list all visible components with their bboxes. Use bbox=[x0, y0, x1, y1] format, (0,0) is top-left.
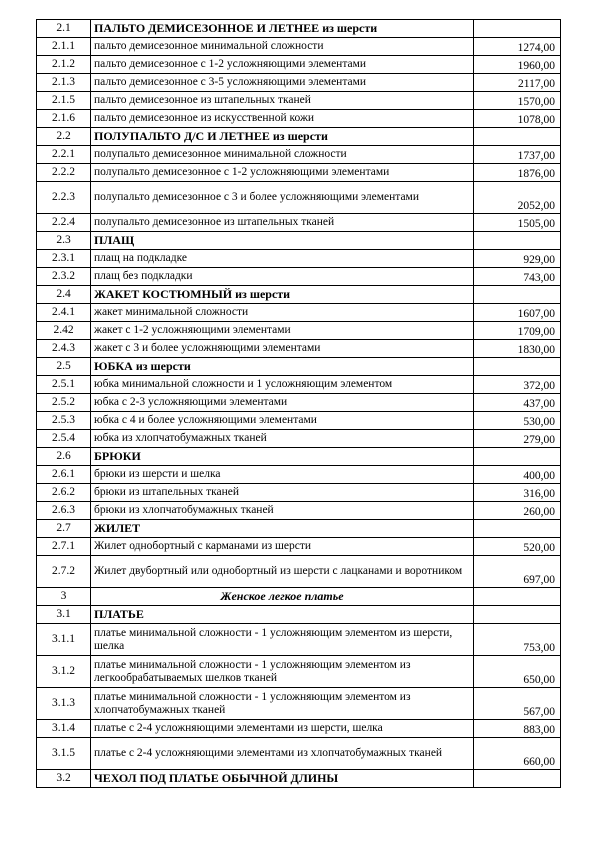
row-code: 2.1.2 bbox=[37, 56, 91, 74]
table-row bbox=[37, 556, 561, 588]
row-code: 2.42 bbox=[37, 322, 91, 340]
section-header-row bbox=[37, 128, 561, 146]
row-code: 2.1.6 bbox=[37, 110, 91, 128]
table-row bbox=[37, 164, 561, 182]
table-row bbox=[37, 430, 561, 448]
row-price bbox=[474, 448, 561, 466]
row-price: 929,00 bbox=[474, 250, 561, 268]
row-name: Женское легкое платье bbox=[91, 588, 474, 606]
row-code: 2.1.5 bbox=[37, 92, 91, 110]
row-code: 2.7.2 bbox=[37, 556, 91, 588]
table-row bbox=[37, 340, 561, 358]
row-code: 2.5.1 bbox=[37, 376, 91, 394]
row-code: 2.2.1 bbox=[37, 146, 91, 164]
row-price bbox=[474, 606, 561, 624]
row-name: брюки из хлопчатобумажных тканей bbox=[91, 502, 474, 520]
row-code: 2.2.2 bbox=[37, 164, 91, 182]
row-price: 2052,00 bbox=[474, 182, 561, 214]
row-price: 1737,00 bbox=[474, 146, 561, 164]
row-name: ЮБКА из шерсти bbox=[91, 358, 474, 376]
row-name: юбка из хлопчатобумажных тканей bbox=[91, 430, 474, 448]
section-header-row bbox=[37, 770, 561, 788]
row-code: 3.2 bbox=[37, 770, 91, 788]
table-row bbox=[37, 268, 561, 286]
row-code: 2.4 bbox=[37, 286, 91, 304]
table-row bbox=[37, 484, 561, 502]
row-name: ПЛАЩ bbox=[91, 232, 474, 250]
section-header-row bbox=[37, 20, 561, 38]
row-price: 260,00 bbox=[474, 502, 561, 520]
row-code: 2.3 bbox=[37, 232, 91, 250]
row-price: 1876,00 bbox=[474, 164, 561, 182]
row-price: 400,00 bbox=[474, 466, 561, 484]
row-name: ЖИЛЕТ bbox=[91, 520, 474, 538]
row-code: 2.4.1 bbox=[37, 304, 91, 322]
row-name: ПАЛЬТО ДЕМИСЕЗОННОЕ И ЛЕТНЕЕ из шерсти bbox=[91, 20, 474, 38]
table-row bbox=[37, 394, 561, 412]
row-code: 2.7 bbox=[37, 520, 91, 538]
row-price bbox=[474, 588, 561, 606]
table-row bbox=[37, 656, 561, 688]
row-price: 1709,00 bbox=[474, 322, 561, 340]
row-name: плащ на подкладке bbox=[91, 250, 474, 268]
table-row bbox=[37, 738, 561, 770]
row-price bbox=[474, 770, 561, 788]
row-name: Жилет двубортный или однобортный из шерсти с лацканами и воротником bbox=[91, 556, 474, 588]
table-row bbox=[37, 688, 561, 720]
row-code: 3.1.5 bbox=[37, 738, 91, 770]
row-name: юбка с 2-3 усложняющими элементами bbox=[91, 394, 474, 412]
row-name: жакет с 1-2 усложняющими элементами bbox=[91, 322, 474, 340]
row-name: жакет минимальной сложности bbox=[91, 304, 474, 322]
row-price: 697,00 bbox=[474, 556, 561, 588]
row-name: полупальто демисезонное с 1-2 усложняющими элементами bbox=[91, 164, 474, 182]
section-header-row bbox=[37, 606, 561, 624]
price-table-body bbox=[37, 20, 561, 788]
table-row bbox=[37, 538, 561, 556]
table-row bbox=[37, 322, 561, 340]
section-header-row bbox=[37, 358, 561, 376]
row-price: 650,00 bbox=[474, 656, 561, 688]
row-name: платье с 2-4 усложняющими элементами из хлопчатобумажных тканей bbox=[91, 738, 474, 770]
row-price: 753,00 bbox=[474, 624, 561, 656]
section-header-row bbox=[37, 520, 561, 538]
table-row bbox=[37, 624, 561, 656]
section-header-row bbox=[37, 286, 561, 304]
row-code: 2.6 bbox=[37, 448, 91, 466]
row-name: ЧЕХОЛ ПОД ПЛАТЬЕ ОБЫЧНОЙ ДЛИНЫ bbox=[91, 770, 474, 788]
row-name: пальто демисезонное из искусственной кожи bbox=[91, 110, 474, 128]
row-price: 743,00 bbox=[474, 268, 561, 286]
row-code: 2.6.2 bbox=[37, 484, 91, 502]
table-row bbox=[37, 74, 561, 92]
row-name: платье минимальной сложности - 1 усложняющим элементом из шерсти, шелка bbox=[91, 624, 474, 656]
table-row bbox=[37, 376, 561, 394]
row-name: брюки из шерсти и шелка bbox=[91, 466, 474, 484]
row-code: 2.5.2 bbox=[37, 394, 91, 412]
table-row bbox=[37, 502, 561, 520]
section-header-row bbox=[37, 232, 561, 250]
row-name: платье минимальной сложности - 1 усложняющим элементом из легкообрабатываемых шелков тканей bbox=[91, 656, 474, 688]
row-name: полупальто демисезонное минимальной сложности bbox=[91, 146, 474, 164]
table-row bbox=[37, 38, 561, 56]
table-row bbox=[37, 110, 561, 128]
row-name: ПЛАТЬЕ bbox=[91, 606, 474, 624]
row-price: 883,00 bbox=[474, 720, 561, 738]
row-code: 2.7.1 bbox=[37, 538, 91, 556]
row-name: брюки из штапельных тканей bbox=[91, 484, 474, 502]
row-code: 2.2.4 bbox=[37, 214, 91, 232]
row-price: 437,00 bbox=[474, 394, 561, 412]
row-code: 2.1.3 bbox=[37, 74, 91, 92]
row-name: ЖАКЕТ КОСТЮМНЫЙ из шерсти bbox=[91, 286, 474, 304]
row-price bbox=[474, 128, 561, 146]
row-code: 2.4.3 bbox=[37, 340, 91, 358]
row-name: жакет с 3 и более усложняющими элементами bbox=[91, 340, 474, 358]
row-name: платье с 2-4 усложняющими элементами из шерсти, шелка bbox=[91, 720, 474, 738]
table-row bbox=[37, 56, 561, 74]
table-row bbox=[37, 466, 561, 484]
row-code: 3.1.2 bbox=[37, 656, 91, 688]
row-price: 316,00 bbox=[474, 484, 561, 502]
row-price: 1505,00 bbox=[474, 214, 561, 232]
table-row bbox=[37, 182, 561, 214]
row-name: пальто демисезонное минимальной сложности bbox=[91, 38, 474, 56]
row-code: 2.5.3 bbox=[37, 412, 91, 430]
row-price: 279,00 bbox=[474, 430, 561, 448]
row-code: 2.6.1 bbox=[37, 466, 91, 484]
row-code: 2.2 bbox=[37, 128, 91, 146]
row-price: 1078,00 bbox=[474, 110, 561, 128]
row-price bbox=[474, 520, 561, 538]
row-price: 1607,00 bbox=[474, 304, 561, 322]
row-name: юбка с 4 и более усложняющими элементами bbox=[91, 412, 474, 430]
row-code: 2.3.1 bbox=[37, 250, 91, 268]
row-code: 3.1.3 bbox=[37, 688, 91, 720]
row-price: 1570,00 bbox=[474, 92, 561, 110]
row-price: 1960,00 bbox=[474, 56, 561, 74]
row-price: 372,00 bbox=[474, 376, 561, 394]
row-name: ПОЛУПАЛЬТО Д/С И ЛЕТНЕЕ из шерсти bbox=[91, 128, 474, 146]
row-name: пальто демисезонное с 3-5 усложняющими элементами bbox=[91, 74, 474, 92]
section-header-row bbox=[37, 588, 561, 606]
row-name: юбка минимальной сложности и 1 усложняющим элементом bbox=[91, 376, 474, 394]
row-code: 3.1.1 bbox=[37, 624, 91, 656]
row-name: Жилет однобортный с карманами из шерсти bbox=[91, 538, 474, 556]
row-name: платье минимальной сложности - 1 усложняющим элементом из хлопчатобумажных тканей bbox=[91, 688, 474, 720]
row-price: 520,00 bbox=[474, 538, 561, 556]
row-price: 1274,00 bbox=[474, 38, 561, 56]
row-name: БРЮКИ bbox=[91, 448, 474, 466]
row-code: 2.5 bbox=[37, 358, 91, 376]
table-row bbox=[37, 250, 561, 268]
table-row bbox=[37, 146, 561, 164]
row-price bbox=[474, 358, 561, 376]
row-price bbox=[474, 232, 561, 250]
row-code: 2.5.4 bbox=[37, 430, 91, 448]
row-code: 3 bbox=[37, 588, 91, 606]
table-row bbox=[37, 92, 561, 110]
row-price: 660,00 bbox=[474, 738, 561, 770]
row-name: пальто демисезонное с 1-2 усложняющими элементами bbox=[91, 56, 474, 74]
section-header-row bbox=[37, 448, 561, 466]
row-code: 2.6.3 bbox=[37, 502, 91, 520]
row-price: 1830,00 bbox=[474, 340, 561, 358]
row-name: полупальто демисезонное с 3 и более усложняющими элементами bbox=[91, 182, 474, 214]
row-price: 2117,00 bbox=[474, 74, 561, 92]
table-row bbox=[37, 720, 561, 738]
row-code: 2.1 bbox=[37, 20, 91, 38]
row-code: 2.2.3 bbox=[37, 182, 91, 214]
row-name: плащ без подкладки bbox=[91, 268, 474, 286]
table-row bbox=[37, 412, 561, 430]
table-row bbox=[37, 304, 561, 322]
row-name: полупальто демисезонное из штапельных тканей bbox=[91, 214, 474, 232]
row-code: 3.1.4 bbox=[37, 720, 91, 738]
row-price: 567,00 bbox=[474, 688, 561, 720]
price-table bbox=[36, 19, 561, 788]
row-name: пальто демисезонное из штапельных тканей bbox=[91, 92, 474, 110]
row-code: 3.1 bbox=[37, 606, 91, 624]
row-code: 2.3.2 bbox=[37, 268, 91, 286]
row-price bbox=[474, 286, 561, 304]
table-row bbox=[37, 214, 561, 232]
row-code: 2.1.1 bbox=[37, 38, 91, 56]
row-price: 530,00 bbox=[474, 412, 561, 430]
row-price bbox=[474, 20, 561, 38]
